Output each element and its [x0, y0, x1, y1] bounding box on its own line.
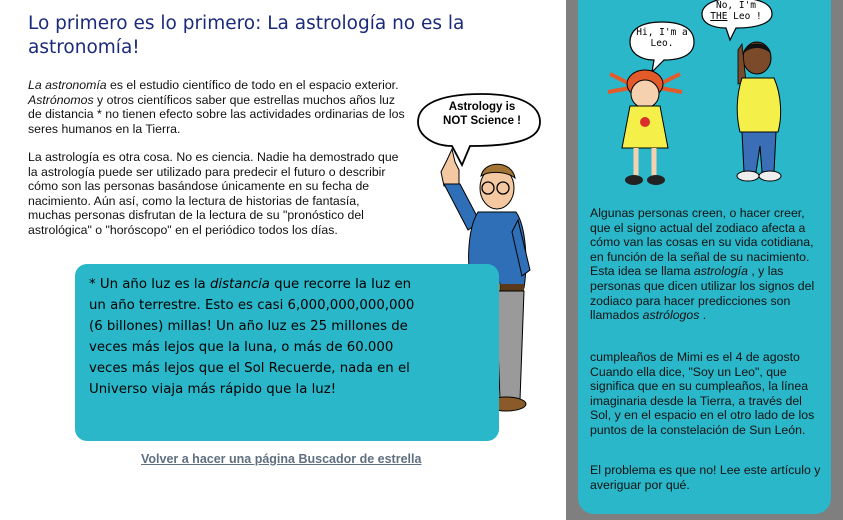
- sidebar-paragraph-problem: El problema es que no! Lee este artículo y averiguar por qué.: [590, 463, 821, 492]
- back-to-star-finder-link[interactable]: Volver a hacer una página Buscador de estrella: [141, 452, 422, 466]
- speech-line: No, I'm: [715, 0, 757, 11]
- girl-legs-icon: [636, 148, 654, 176]
- term-distance: distancia: [209, 277, 270, 292]
- text-span: , y las personas que dicen utilizar los signos del zodiaco para hacer predicciones son llamados: [590, 264, 815, 323]
- text-span: Algunas personas creen, o hacer creer, que el signo actual del zodiaco afecta a cómo van las cosas en su vida cotidiana, en función de la señal de su nacimiento. Esta idea se llama: [590, 206, 814, 279]
- term-astrologers: astrólogos: [642, 308, 700, 323]
- sidebar-paragraph-zodiac: [590, 206, 822, 323]
- boy-jeans-icon: [742, 132, 776, 172]
- shoe-icon: [625, 175, 643, 185]
- speech-line: NOT Science !: [443, 115, 521, 127]
- text-span: .: [699, 308, 707, 323]
- shoe-icon: [647, 175, 665, 185]
- text-span: y otros científicos saber que estrellas muchos años luz de distancia * no tienen efecto sobre las actividades ordinarias de los seres humanos en la Tierra.: [28, 92, 405, 136]
- speech-line: Hi, I'm a: [636, 27, 688, 38]
- text-span: es el estudio científico de todo en el espacio exterior.: [106, 78, 399, 92]
- text-span: * Un año luz es la: [89, 277, 210, 292]
- scientist-speech-text: [424, 100, 540, 128]
- page-title: Lo primero es lo primero: La astrología no es la astronomía!: [28, 13, 465, 58]
- sidebar-paragraph-birthday: cumpleaños de Mimi es el 4 de agosto Cuando ella dice, "Soy un Leo", que significa que en su cumpleaños, la línea imaginaria desde la Tierra, a través del Sol, y en el espacio en el otro lado de los puntos de la constelación de Sun León.: [590, 350, 815, 437]
- flower-icon: [640, 117, 650, 127]
- boy-shirt-icon: [737, 78, 780, 132]
- paragraph-astrology: La astrología es otra cosa. No es ciencia. Nadie ha demostrado que la astrología puede ser utilizado para predecir el futuro o describir cómo son las personas basándose únicamente en su fecha de nacimiento. Aún así, como la lectura de historias de fantasía, muchas personas disfrutan de la lectura de su "pronóstico del astrológica" o "horóscopo" en el periódico todos los días.: [28, 150, 399, 237]
- speech-line: [703, 11, 769, 22]
- girl-head-icon: [631, 80, 659, 108]
- emphasis-the: THE: [710, 11, 728, 22]
- text-span: que recorre la luz en un año terrestre. Esto es casi 6,000,000,000,000 (6 billones) millas! Un año luz es 25 millones de veces más lejos que la luna, o más de 60.000 veces más lejos que el Sol Recuerde, nada en el Universo viaja más rápido que la luz!: [89, 277, 415, 397]
- light-year-note-text: [89, 274, 419, 400]
- girl-speech-text: [631, 27, 693, 49]
- text-span: Leo !: [727, 11, 762, 22]
- shoe-icon: [737, 171, 759, 181]
- speech-line: Leo.: [650, 38, 674, 49]
- term-astronomy: La astronomía: [28, 78, 107, 92]
- boy-speech-text: [703, 0, 769, 22]
- term-astrology: astrología: [693, 264, 748, 279]
- paragraph-astronomy: [28, 78, 408, 136]
- speech-line: Astrology is: [448, 101, 516, 113]
- shoe-icon: [759, 171, 781, 181]
- term-astronomers: Astrónomos: [28, 92, 94, 107]
